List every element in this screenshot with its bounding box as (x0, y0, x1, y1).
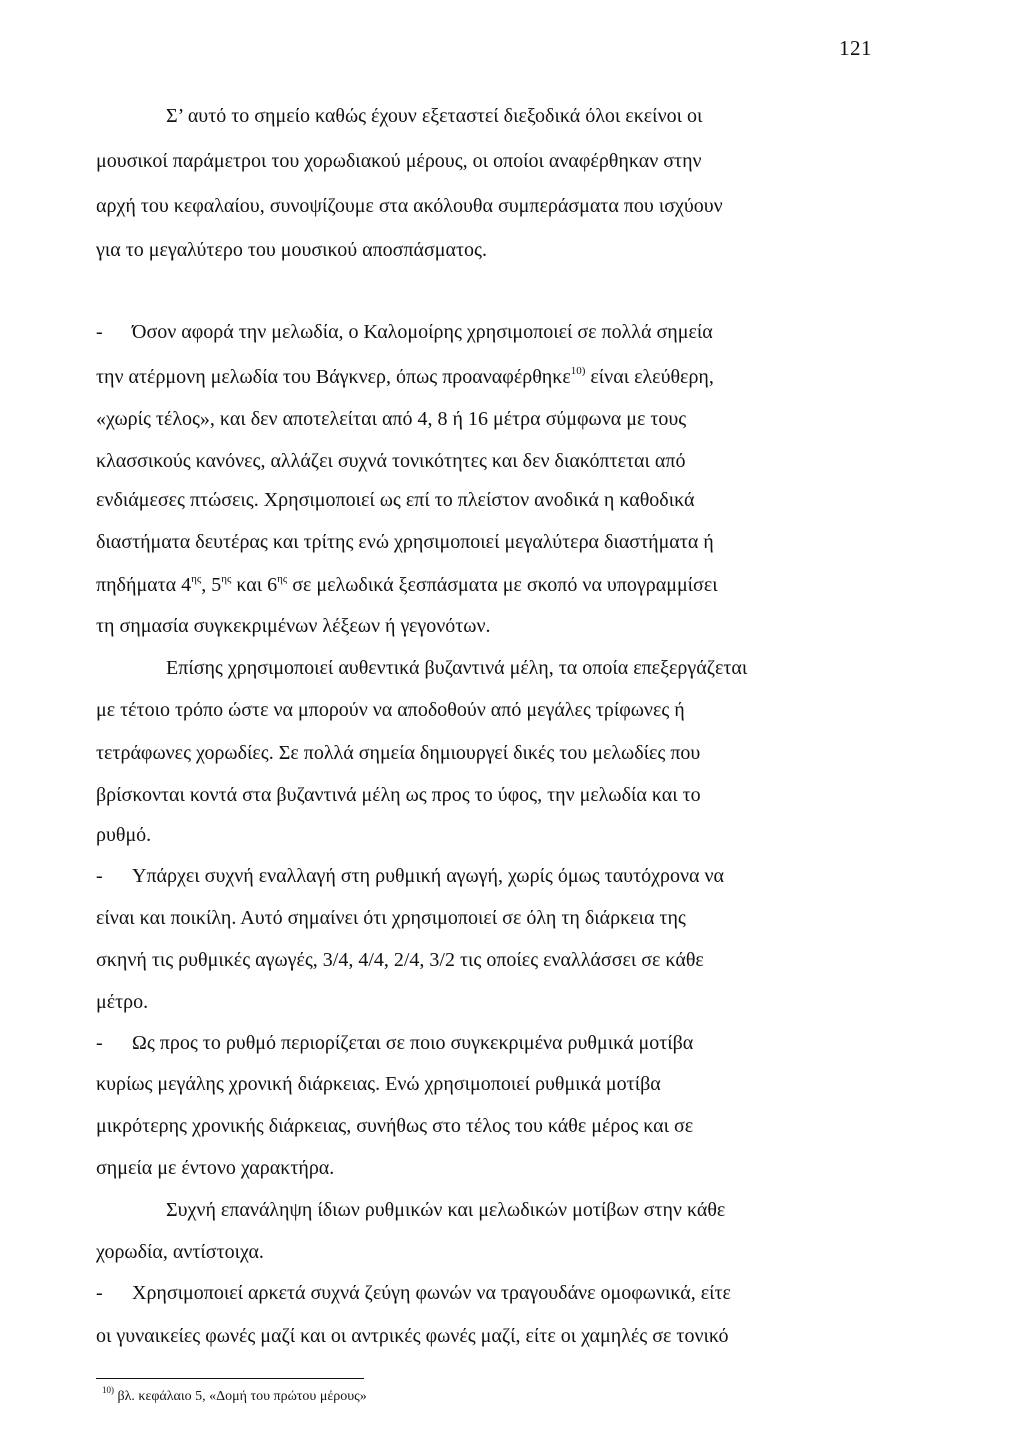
text-line: ρυθμό. (96, 824, 152, 846)
text-line: «χωρίς τέλος», και δεν αποτελείται από 4, 8 ή 16 μέτρα σύμφωνα με τους (96, 408, 687, 430)
text-line: διαστήματα δευτέρας και τρίτης ενώ χρησιμοποιεί μεγαλύτερα διαστήματα ή (96, 531, 714, 553)
text-span: την ατέρμονη μελωδία του Βάγκνερ, όπως προαναφέρθηκε (96, 366, 571, 388)
text-line: αρχή του κεφαλαίου, συνοψίζουμε στα ακόλουθα συμπεράσματα που ισχύουν (96, 195, 723, 217)
text-span: Ως προς το ρυθμό περιορίζεται σε ποιο συγκεκριμένα ρυθμικά μοτίβα (132, 1032, 694, 1054)
text-line: χορωδία, αντίστοιχα. (96, 1241, 264, 1263)
bullet-line (96, 1281, 731, 1305)
text-span: Υπάρχει συχνή εναλλαγή στη ρυθμική αγωγή, χωρίς όμως ταυτόχρονα να (132, 865, 725, 887)
text-line: κλασσικούς κανόνες, αλλάζει συχνά τονικότητες και δεν διακόπτεται από (96, 450, 686, 472)
page-number: 121 (839, 36, 872, 60)
text-line: Σ’ αυτό το σημείο καθώς έχουν εξεταστεί διεξοδικά όλοι εκείνοι οι (166, 105, 703, 127)
text-span: και 6 (231, 574, 278, 596)
dash-marker: - (96, 865, 103, 887)
ordinal-suffix: ης (191, 573, 202, 585)
text-line: είναι και ποικίλη. Αυτό σημαίνει ότι χρησιμοποιεί σε όλη τη διάρκεια της (96, 907, 686, 929)
text-line: για το μεγαλύτερο του μουσικού αποσπάσματος. (96, 239, 487, 261)
bullet-line (96, 864, 724, 888)
text-line: μικρότερης χρονικής διάρκειας, συνήθως στο τέλος του κάθε μέρος και σε (96, 1115, 694, 1137)
text-line: Επίσης χρησιμοποιεί αυθεντικά βυζαντινά μέλη, τα οποία επεξεργάζεται (166, 657, 748, 679)
text-span: σε μελωδικά ξεσπάσματα με σκοπό να υπογραμμίσει (287, 574, 718, 596)
text-line (96, 573, 718, 597)
text-line: σημεία με έντονο χαρακτήρα. (96, 1157, 335, 1179)
dash-marker: - (96, 321, 103, 343)
ordinal-suffix: ης (277, 573, 288, 585)
footnote (102, 1385, 367, 1406)
text-line: Συχνή επανάληψη ίδιων ρυθμικών και μελωδικών μοτίβων στην κάθε (166, 1199, 726, 1221)
text-line: οι γυναικείες φωνές μαζί και οι αντρικές φωνές μαζί, είτε οι χαμηλές σε τονικό (96, 1325, 729, 1347)
bullet-line (96, 320, 713, 344)
text-line: μέτρο. (96, 991, 149, 1013)
text-line: κυρίως μεγάλης χρονική διάρκειας. Ενώ χρησιμοποιεί ρυθμικά μοτίβα (96, 1073, 661, 1095)
footnote-separator (96, 1378, 364, 1379)
footnote-marker: 10) (102, 1385, 114, 1395)
text-line: μουσικοί παράμετροι του χορωδιακού μέρους, οι οποίοι αναφέρθηκαν στην (96, 150, 702, 172)
text-line: ενδιάμεσες πτώσεις. Χρησιμοποιεί ως επί το πλείστον ανοδικά η καθοδικά (96, 489, 695, 511)
text-line: τη σημασία συγκεκριμένων λέξεων ή γεγονότων. (96, 615, 491, 637)
text-span: Όσον αφορά την μελωδία, ο Καλομοίρης χρησιμοποιεί σε πολλά σημεία (132, 321, 713, 343)
text-line: βρίσκονται κοντά στα βυζαντινά μέλη ως προς το ύφος, την μελωδία και το (96, 784, 701, 806)
text-line: τετράφωνες χορωδίες. Σε πολλά σημεία δημιουργεί δικές του μελωδίες που (96, 742, 701, 764)
text-line: σκηνή τις ρυθμικές αγωγές, 3/4, 4/4, 2/4, 3/2 τις οποίες εναλλάσσει σε κάθε (96, 949, 704, 971)
ordinal-suffix: ης (221, 573, 232, 585)
dash-marker: - (96, 1282, 103, 1304)
text-span: πηδήματα 4 (96, 574, 192, 596)
dash-marker: - (96, 1032, 103, 1054)
text-span: είναι ελεύθερη, (585, 366, 714, 388)
text-span: Χρησιμοποιεί αρκετά συχνά ζεύγη φωνών να τραγουδάνε ομοφωνικά, είτε (132, 1282, 731, 1304)
text-span: , 5 (201, 574, 222, 596)
footnote-text: βλ. κεφάλαιο 5, «Δομή του πρώτου μέρους» (114, 1389, 367, 1404)
text-line: με τέτοιο τρόπο ώστε να μπορούν να αποδοθούν από μεγάλες τρίφωνες ή (96, 699, 685, 721)
footnote-ref: 10) (570, 365, 586, 377)
text-line (96, 365, 714, 389)
bullet-line (96, 1031, 693, 1055)
